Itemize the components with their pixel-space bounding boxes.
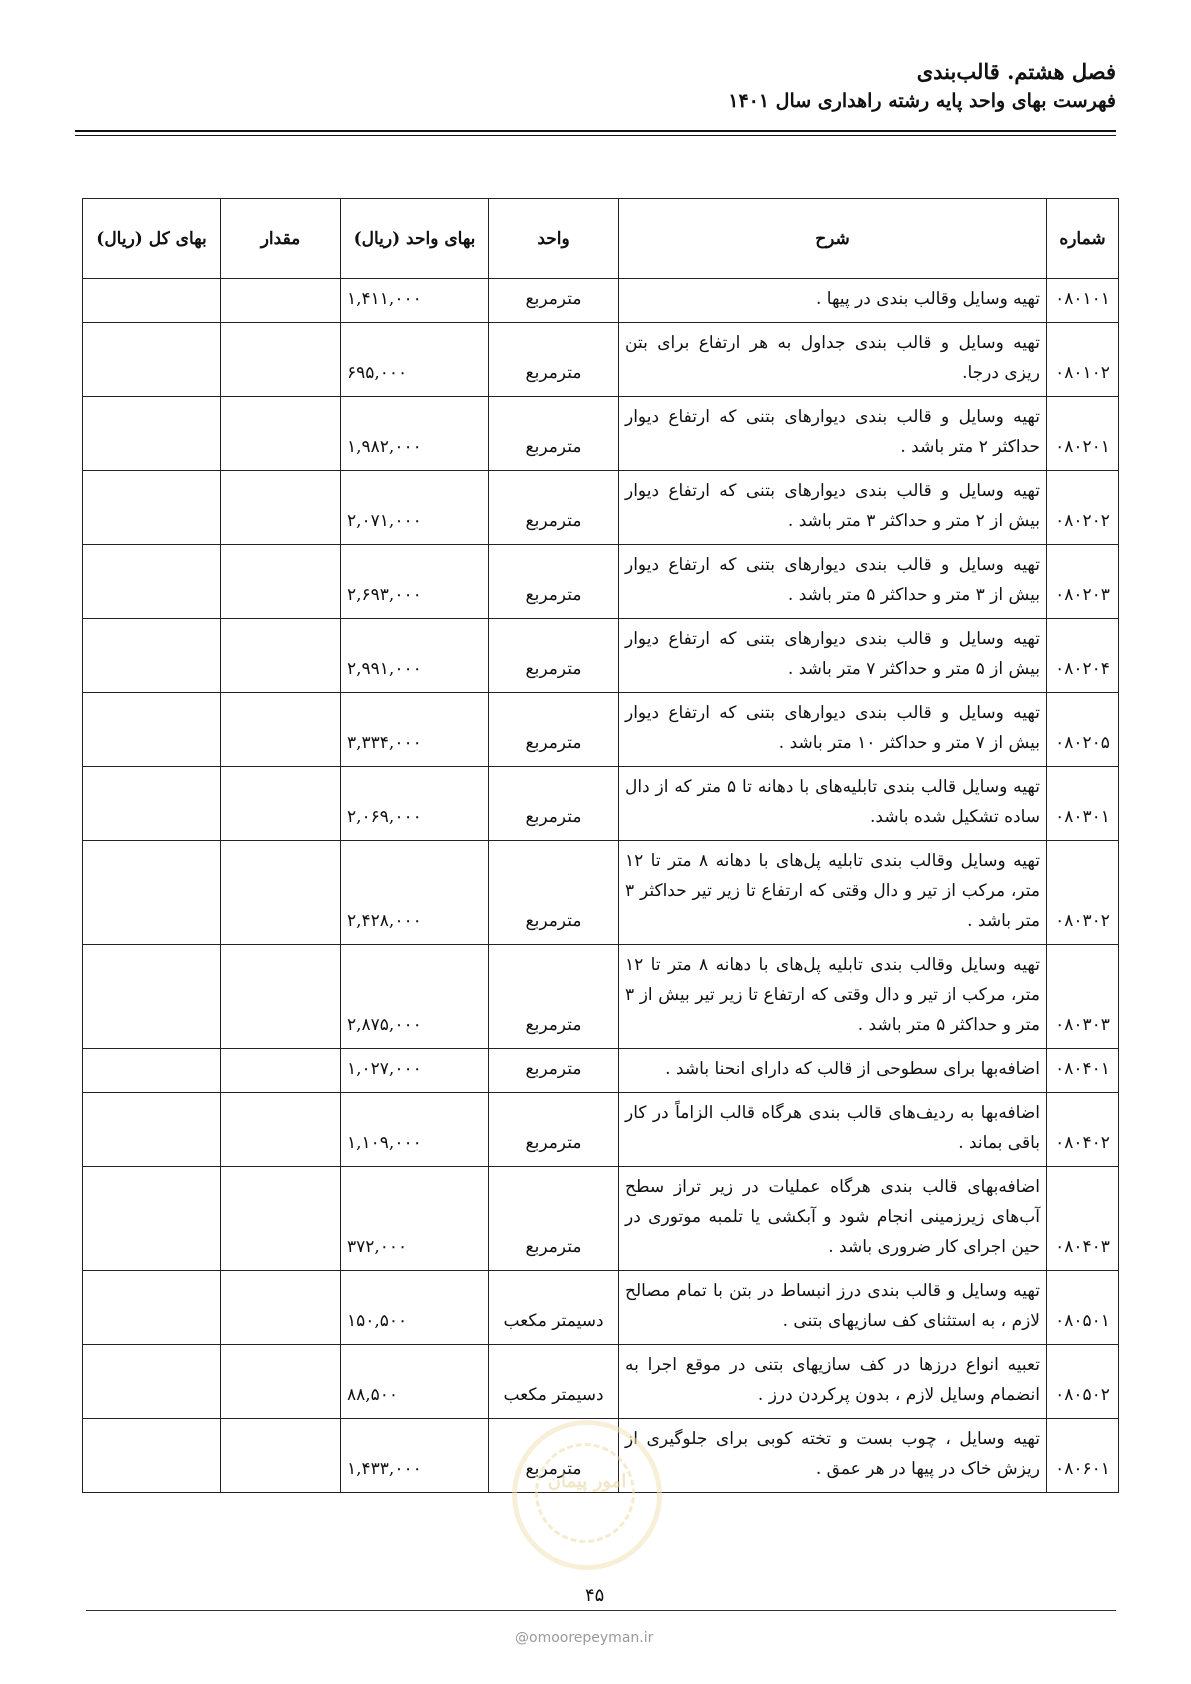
item-description: تهیه وسایل و قالب بندی دیوارهای بتنی که ارتفاع دیوار بیش از ۷ متر و حداکثر ۱۰ متر باشد . (619, 693, 1047, 767)
item-unit-price: ۱,۰۲۷,۰۰۰ (341, 1049, 489, 1093)
table-row (83, 945, 1119, 1049)
item-description: تهیه وسایل قالب بندی تابلیه‌های با دهانه تا ۵ متر که از دال ساده تشکیل شده باشد. (619, 767, 1047, 841)
item-quantity (221, 545, 341, 619)
item-total (83, 545, 221, 619)
table-row (83, 545, 1119, 619)
item-description: تهیه وسایل وقالب بندی در پیها . (619, 279, 1047, 323)
item-code: ۰۸۰۲۰۵ (1047, 693, 1119, 767)
item-unit: مترمربع (489, 1049, 619, 1093)
page-subtitle: فهرست بهای واحد پایه رشته راهداری سال ۱۴۰۱ (728, 90, 1116, 112)
item-quantity (221, 1419, 341, 1493)
item-quantity (221, 1093, 341, 1167)
item-description: تعبیه انواع درزها در کف سازیهای بتنی در موقع اجرا به انضمام وسایل لازم ، بدون پرکردن درز . (619, 1345, 1047, 1419)
item-unit: مترمربع (489, 945, 619, 1049)
header-quantity: مقدار (221, 199, 341, 279)
item-quantity (221, 397, 341, 471)
item-total (83, 1049, 221, 1093)
watermark-gear-icon (535, 1443, 635, 1543)
item-unit: مترمربع (489, 841, 619, 945)
item-description: تهیه وسایل و قالب بندی دیوارهای بتنی که ارتفاع دیوار بیش از ۲ متر و حداکثر ۳ متر باشد . (619, 471, 1047, 545)
header-description: شرح (619, 199, 1047, 279)
item-code: ۰۸۰۳۰۳ (1047, 945, 1119, 1049)
item-total (83, 1093, 221, 1167)
item-code: ۰۸۰۵۰۲ (1047, 1345, 1119, 1419)
header-unit-price: بهای واحد (ریال) (341, 199, 489, 279)
item-quantity (221, 323, 341, 397)
table-header-row (83, 199, 1119, 279)
item-unit: مترمربع (489, 1093, 619, 1167)
table-row (83, 693, 1119, 767)
item-code: ۰۸۰۲۰۴ (1047, 619, 1119, 693)
item-total (83, 1167, 221, 1271)
page-number: ۴۵ (585, 1585, 605, 1606)
table-row (83, 279, 1119, 323)
item-unit: مترمربع (489, 1419, 619, 1493)
table-row (83, 767, 1119, 841)
table-row (83, 1167, 1119, 1271)
item-unit-price: ۳۷۲,۰۰۰ (341, 1167, 489, 1271)
item-code: ۰۸۰۲۰۳ (1047, 545, 1119, 619)
item-unit: مترمربع (489, 545, 619, 619)
item-code: ۰۸۰۱۰۲ (1047, 323, 1119, 397)
item-unit-price: ۲,۶۹۳,۰۰۰ (341, 545, 489, 619)
item-code: ۰۸۰۲۰۲ (1047, 471, 1119, 545)
header-unit: واحد (489, 199, 619, 279)
table-row (83, 619, 1119, 693)
item-total (83, 619, 221, 693)
item-unit-price: ۱۵۰,۵۰۰ (341, 1271, 489, 1345)
item-unit-price: ۳,۳۳۴,۰۰۰ (341, 693, 489, 767)
item-description: اضافه‌بهای قالب بندی هرگاه عملیات در زیر تراز سطح آب‌های زیرزمینی انجام شود و آبکشی یا تلمبه موتوری در حین اجرای کار ضروری باشد . (619, 1167, 1047, 1271)
price-list-table (82, 198, 1119, 1493)
item-quantity (221, 693, 341, 767)
item-quantity (221, 945, 341, 1049)
item-unit: مترمربع (489, 619, 619, 693)
item-quantity (221, 767, 341, 841)
footer-rule (86, 1610, 1116, 1611)
header-number: شماره (1047, 199, 1119, 279)
item-total (83, 1345, 221, 1419)
item-code: ۰۸۰۲۰۱ (1047, 397, 1119, 471)
item-unit: مترمربع (489, 693, 619, 767)
item-total (83, 1419, 221, 1493)
item-code: ۰۸۰۵۰۱ (1047, 1271, 1119, 1345)
item-total (83, 471, 221, 545)
table-row (83, 397, 1119, 471)
item-unit: مترمربع (489, 767, 619, 841)
item-description: تهیه وسایل و قالب بندی درز انبساط در بتن با تمام مصالح لازم ، به استثنای کف سازیهای بتنی . (619, 1271, 1047, 1345)
item-unit-price: ۲,۹۹۱,۰۰۰ (341, 619, 489, 693)
item-description: اضافه‌بها به ردیف‌های قالب بندی هرگاه قالب الزاماً در کار باقی بماند . (619, 1093, 1047, 1167)
item-unit-price: ۱,۹۸۲,۰۰۰ (341, 397, 489, 471)
item-unit: مترمربع (489, 1167, 619, 1271)
website-handle: @omoorepeyman.ir (515, 1630, 654, 1646)
item-quantity (221, 1345, 341, 1419)
header-total-price: بهای کل (ریال) (83, 199, 221, 279)
item-description: تهیه وسایل وقالب بندی تابلیه پل‌های با دهانه ۸ متر تا ۱۲ متر، مرکب از تیر و دال وقتی که ارتفاع تا زیر تیر حداکثر ۳ متر باشد . (619, 841, 1047, 945)
item-unit: دسیمتر مکعب (489, 1345, 619, 1419)
item-code: ۰۸۰۴۰۲ (1047, 1093, 1119, 1167)
table-row (83, 323, 1119, 397)
item-quantity (221, 1049, 341, 1093)
item-description: اضافه‌بها برای سطوحی از قالب که دارای انحنا باشد . (619, 1049, 1047, 1093)
item-unit-price: ۲,۸۷۵,۰۰۰ (341, 945, 489, 1049)
item-total (83, 693, 221, 767)
item-total (83, 945, 221, 1049)
item-description: تهیه وسایل وقالب بندی تابلیه پل‌های با دهانه ۸ متر تا ۱۲ متر، مرکب از تیر و دال وقتی که ارتفاع تا زیر تیر بیش از ۳ متر و حداکثر ۵ متر باشد . (619, 945, 1047, 1049)
item-unit: دسیمتر مکعب (489, 1271, 619, 1345)
item-quantity (221, 471, 341, 545)
item-description: تهیه وسایل و قالب بندی جداول به هر ارتفاع برای بتن ریزی درجا. (619, 323, 1047, 397)
item-unit-price: ۸۸,۵۰۰ (341, 1345, 489, 1419)
item-description: تهیه وسایل و قالب بندی دیوارهای بتنی که ارتفاع دیوار بیش از ۵ متر و حداکثر ۷ متر باشد . (619, 619, 1047, 693)
item-unit-price: ۱,۱۰۹,۰۰۰ (341, 1093, 489, 1167)
item-description: تهیه وسایل و قالب بندی دیوارهای بتنی که ارتفاع دیوار حداکثر ۲ متر باشد . (619, 397, 1047, 471)
item-code: ۰۸۰۳۰۱ (1047, 767, 1119, 841)
item-unit-price: ۲,۰۷۱,۰۰۰ (341, 471, 489, 545)
item-code: ۰۸۰۴۰۳ (1047, 1167, 1119, 1271)
item-total (83, 397, 221, 471)
item-unit: مترمربع (489, 279, 619, 323)
watermark-brand: امور پیمان (547, 1471, 627, 1492)
item-total (83, 323, 221, 397)
header-rule-thin (75, 135, 1116, 136)
item-code: ۰۸۰۳۰۲ (1047, 841, 1119, 945)
item-quantity (221, 1167, 341, 1271)
item-code: ۰۸۰۶۰۱ (1047, 1419, 1119, 1493)
item-quantity (221, 841, 341, 945)
table-row (83, 1271, 1119, 1345)
item-unit-price: ۱,۴۳۳,۰۰۰ (341, 1419, 489, 1493)
item-total (83, 1271, 221, 1345)
item-unit: مترمربع (489, 323, 619, 397)
item-description: تهیه وسایل و قالب بندی دیوارهای بتنی که ارتفاع دیوار بیش از ۳ متر و حداکثر ۵ متر باشد . (619, 545, 1047, 619)
table-row (83, 471, 1119, 545)
item-code: ۰۸۰۴۰۱ (1047, 1049, 1119, 1093)
item-unit-price: ۲,۰۶۹,۰۰۰ (341, 767, 489, 841)
item-unit: مترمربع (489, 397, 619, 471)
item-quantity (221, 279, 341, 323)
item-unit: مترمربع (489, 471, 619, 545)
chapter-title: فصل هشتم. قالب‌بندی (916, 59, 1116, 84)
page-header (728, 58, 1116, 116)
item-quantity (221, 1271, 341, 1345)
item-description: تهیه وسایل ، چوب بست و تخته کوبی برای جلوگیری از ریزش خاک در پیها در هر عمق . (619, 1419, 1047, 1493)
table-row (83, 1049, 1119, 1093)
item-unit-price: ۶۹۵,۰۰۰ (341, 323, 489, 397)
table-row (83, 1093, 1119, 1167)
watermark-seal (512, 1420, 662, 1570)
item-total (83, 841, 221, 945)
item-code: ۰۸۰۱۰۱ (1047, 279, 1119, 323)
table-row (83, 841, 1119, 945)
table-row (83, 1345, 1119, 1419)
item-quantity (221, 619, 341, 693)
header-rule-thick (75, 130, 1116, 132)
item-unit-price: ۱,۴۱۱,۰۰۰ (341, 279, 489, 323)
item-total (83, 767, 221, 841)
item-unit-price: ۲,۴۲۸,۰۰۰ (341, 841, 489, 945)
item-total (83, 279, 221, 323)
